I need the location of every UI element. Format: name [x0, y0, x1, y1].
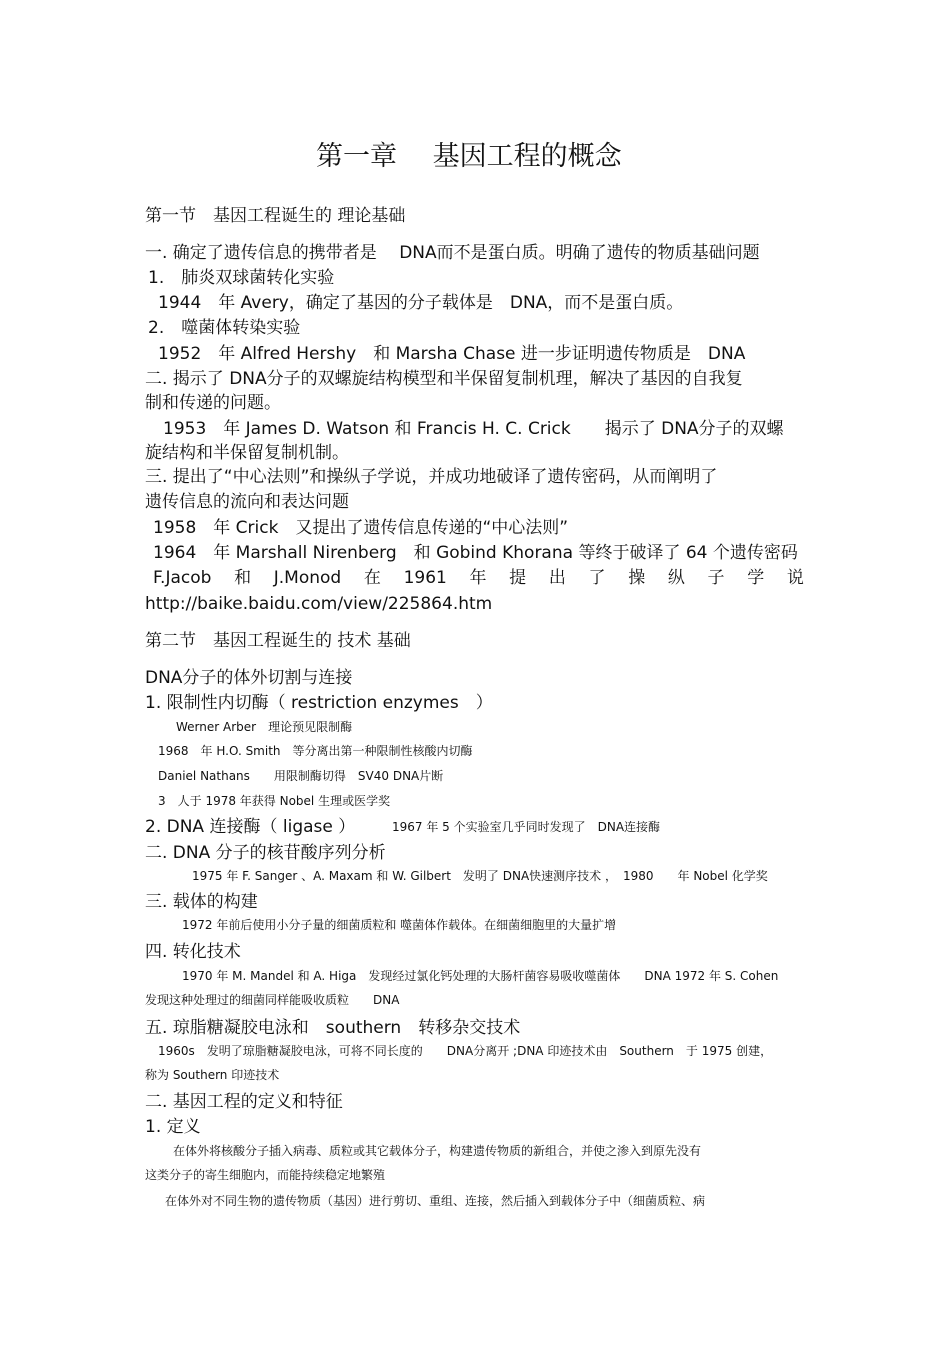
text-line: 1953 年 James D. Watson 和 Francis H. C. Crick 揭示了 DNA分子的双螺 [163, 419, 784, 439]
text-line: 旋结构和半保留复制机制。 [145, 443, 349, 463]
word: 纵 [667, 568, 685, 588]
small-text-line: 1975 年 F. Sanger 、A. Maxam 和 W. Gilbert 发明了 DNA快速测序技术 ， 1980 年 Nobel 化学奖 [192, 869, 768, 883]
word: J.Monod [273, 568, 342, 588]
small-text-line: 1972 年前后使用小分子量的细菌质粒和 噬菌体作载体。在细菌细胞里的大量扩增 [182, 918, 617, 932]
text-line: 四. 转化技术 [145, 942, 241, 962]
text-line: 1958 年 Crick 又提出了遗传信息传递的“中心法则” [153, 518, 569, 538]
text-line: 1952 年 Alfred Hershy 和 Marsha Chase 进一步证明遗传物质是 DNA [158, 344, 746, 364]
small-text-line: 1967 年 5 个实验室几乎同时发现了 DNA连接酶 [392, 820, 661, 834]
word: 年 [469, 568, 487, 588]
text-line: 二. DNA 分子的核苷酸序列分析 [145, 843, 386, 863]
text-line: 三. 提出了“中心法则”和操纵子学说，并成功地破译了遗传密码，从而阐明了 [145, 467, 718, 487]
small-text-line: Daniel Nathans 用限制酶切得 SV40 DNA片断 [158, 769, 444, 783]
section-heading-technique: 第二节 基因工程诞生的 技术 基础 [145, 631, 411, 651]
text-line: 1944 年 Avery，确定了基因的分子载体是 DNA，而不是蛋白质。 [158, 293, 684, 313]
text-line: 二. 揭示了 DNA分子的双螺旋结构模型和半保留复制机理，解决了基因的自我复 [145, 369, 743, 389]
word: 1961 [403, 568, 447, 588]
small-text-line: 3 人于 1978 年获得 Nobel 生理或医学奖 [158, 794, 391, 808]
text-line: 五. 琼脂糖凝胶电泳和 southern 转移杂交技术 [145, 1018, 521, 1038]
text-line: 三. 载体的构建 [145, 892, 258, 912]
small-text-line: 这类分子的寄生细胞内，而能持续稳定地繁殖 [145, 1168, 386, 1182]
word: 在 [363, 568, 381, 588]
small-text-line: 在体外对不同生物的遗传物质（基因）进行剪切、重组、连接，然后插入到载体分子中（细菌质粒、病 [165, 1194, 706, 1208]
word: 了 [588, 568, 606, 588]
page-title: 第一章 基因工程的概念 [316, 141, 622, 172]
text-line-justified [153, 570, 804, 587]
word: 说 [786, 568, 804, 588]
word: 子 [707, 568, 725, 588]
text-line: DNA分子的体外切割与连接 [145, 668, 353, 688]
word: F.Jacob [153, 568, 212, 588]
text-line: 1. 定义 [145, 1117, 201, 1137]
small-text-line: 1960s 发明了琼脂糖凝胶电泳，可将不同长度的 DNA分离开 ;DNA 印迹技术由 Southern 于 1975 创建， [158, 1044, 773, 1058]
small-text-line: 在体外将核酸分子插入病毒、质粒或其它载体分子，构建遗传物质的新组合，并使之渗入到原先没有 [173, 1144, 702, 1158]
text-line: 遗传信息的流向和表达问题 [145, 492, 349, 512]
text-line: 二. 基因工程的定义和特征 [145, 1092, 343, 1112]
text-line: 1. 肺炎双球菌转化实验 [148, 268, 335, 288]
small-text-line: 发现这种处理过的细菌同样能吸收质粒 DNA [145, 993, 400, 1007]
word: 和 [234, 568, 252, 588]
text-line: 一. 确定了遗传信息的携带者是 DNA而不是蛋白质。明确了遗传的物质基础问题 [145, 243, 760, 263]
text-line: 制和传递的问题。 [145, 393, 281, 413]
word: 学 [747, 568, 765, 588]
text-line: 2. 噬菌体转染实验 [148, 318, 301, 338]
word: 出 [548, 568, 566, 588]
text-line: 2. DNA 连接酶（ ligase ） [145, 817, 356, 837]
small-text-line: Werner Arber 理论预见限制酶 [176, 720, 353, 734]
small-text-line: 称为 Southern 印迹技术 [145, 1068, 280, 1082]
url-text: http://baike.baidu.com/view/225864.htm [145, 594, 493, 614]
word: 操 [628, 568, 646, 588]
text-line: 1964 年 Marshall Nirenberg 和 Gobind Khorana 等终于破译了 64 个遗传密码 [153, 543, 798, 563]
word: 提 [509, 568, 527, 588]
small-text-line: 1968 年 H.O. Smith 等分离出第一种限制性核酸内切酶 [158, 744, 473, 758]
section-heading-theory: 第一节 基因工程诞生的 理论基础 [145, 206, 406, 226]
text-line: 1. 限制性内切酶（ restriction enzymes ） [145, 693, 493, 713]
small-text-line: 1970 年 M. Mandel 和 A. Higa 发现经过氯化钙处理的大肠杆菌容易吸收噬菌体 DNA 1972 年 S. Cohen [182, 969, 779, 983]
